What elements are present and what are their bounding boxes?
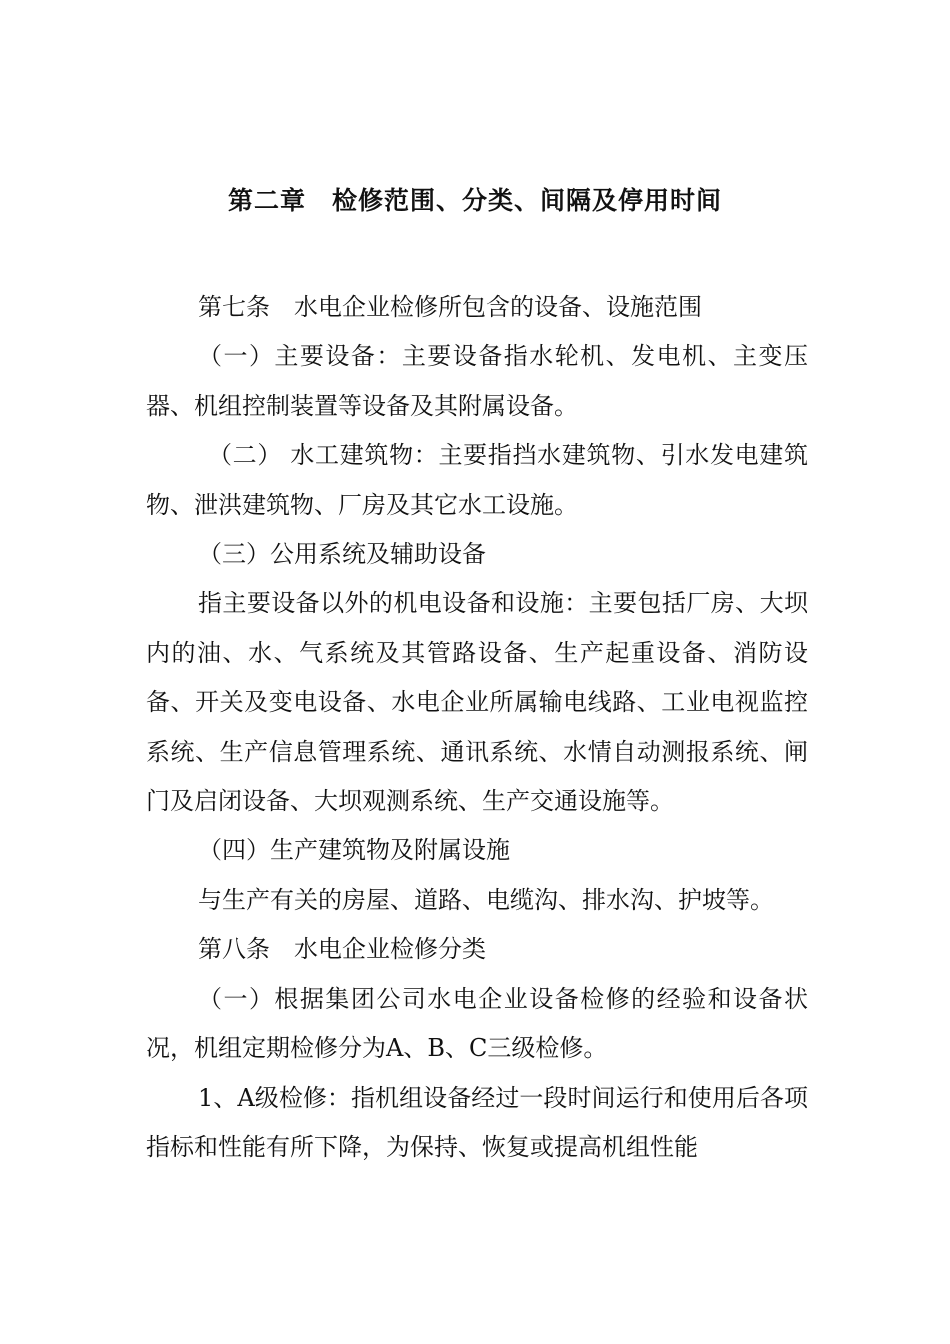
item-hydraulic-structures: （二） 水工建筑物：主要指挡水建筑物、引水发电建筑物、泄洪建筑物、厂房及其它水工设施。 [146, 441, 808, 519]
item-production-buildings-detail: 与生产有关的房屋、道路、电缆沟、排水沟、护坡等。 [198, 885, 774, 914]
item-main-equipment: （一）主要设备：主要设备指水轮机、发电机、主变压器、机组控制装置等设备及其附属设备。 [146, 342, 808, 420]
chapter-title: 第二章 检修范围、分类、间隔及停用时间 [227, 186, 722, 215]
article-7-heading: 第七条 水电企业检修所包含的设备、设施范围 [198, 293, 702, 321]
item-public-systems-detail: 指主要设备以外的机电设备和设施：主要包括厂房、大坝内的油、水、气系统及其管路设备、生产起重设备、消防设备、开关及变电设备、水电企业所属输电线路、工业电视监控系统、生产信息管理系统、通讯系统、水情自动测报系统、闸门及启闭设备、大坝观测系统、生产交通设施等。 [146, 589, 808, 816]
article-8-heading: 第八条 水电企业检修分类 [198, 935, 486, 964]
item-public-systems-heading: （三）公用系统及辅助设备 [198, 540, 486, 569]
item-a-level-maintenance: 1、A级检修：指机组设备经过一段时间运行和使用后各项指标和性能有所下降，为保持、恢复或提高机组性能 [146, 1083, 808, 1161]
item-maintenance-levels: （一）根据集团公司水电企业设备检修的经验和设备状况，机组定期检修分为A、B、C三级检修。 [146, 984, 808, 1063]
item-production-buildings-heading: （四）生产建筑物及附属设施 [198, 836, 510, 865]
document-body [146, 283, 808, 1172]
